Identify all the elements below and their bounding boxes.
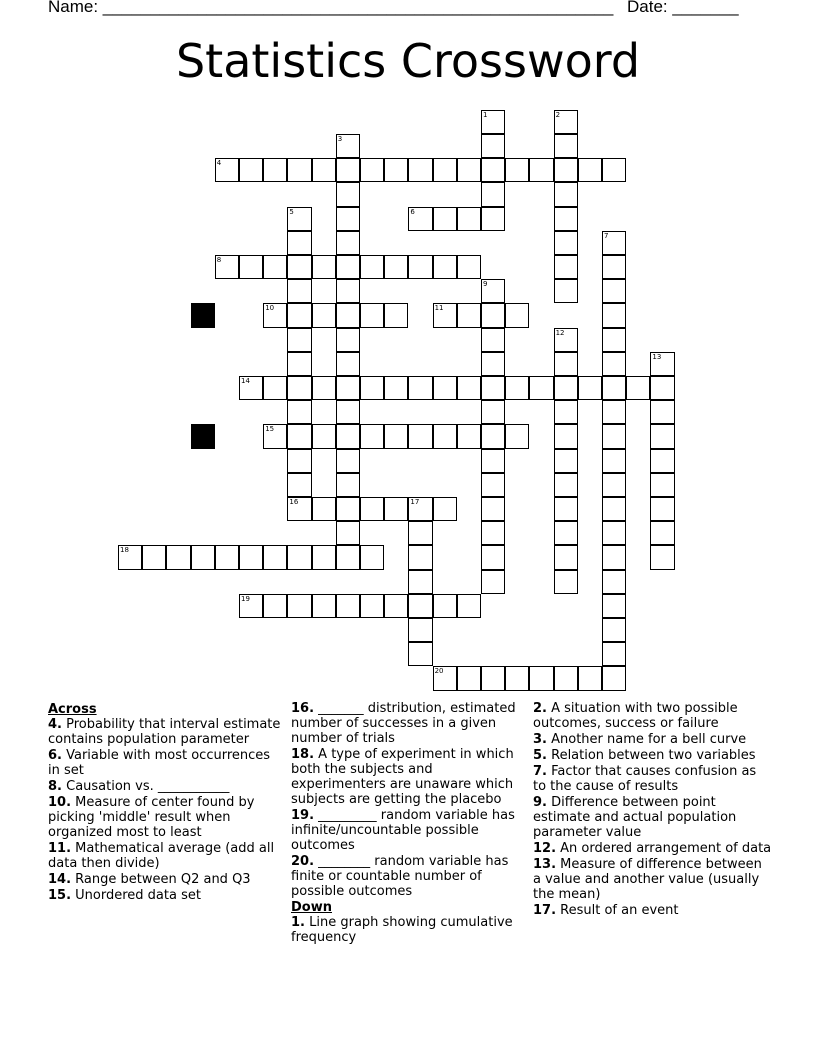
clue-text: Relation between two variables	[546, 748, 756, 763]
grid-cell[interactable]	[287, 231, 311, 255]
grid-cell[interactable]	[336, 279, 360, 303]
grid-cell[interactable]	[312, 255, 336, 279]
across-heading: Across	[48, 702, 97, 717]
clue-number: 10	[265, 304, 275, 313]
grid-cell[interactable]	[481, 182, 505, 206]
clue-number-label: 4.	[48, 717, 62, 732]
clue-text: A situation with two possible outcomes, success or failure	[533, 701, 738, 731]
clue-number: 20	[434, 667, 444, 676]
grid-cell[interactable]	[505, 303, 529, 327]
clue-number-label: 11.	[48, 841, 72, 856]
grid-cell[interactable]	[529, 376, 553, 400]
grid-cell[interactable]	[481, 449, 505, 473]
grid-cell[interactable]	[457, 158, 481, 182]
black-square	[191, 424, 215, 448]
clue-text: Variable with most occurrences in set	[48, 748, 271, 778]
clue-number-label: 14.	[48, 872, 72, 887]
grid-cell[interactable]	[481, 207, 505, 231]
clue-number-label: 3.	[533, 732, 547, 747]
grid-cell[interactable]	[336, 255, 360, 279]
grid-cell[interactable]	[602, 594, 626, 618]
grid-cell[interactable]	[529, 158, 553, 182]
grid-cell[interactable]	[505, 158, 529, 182]
grid-cell[interactable]	[554, 497, 578, 521]
clue-text: Unordered data set	[71, 888, 201, 903]
grid-cell[interactable]	[650, 545, 674, 569]
grid-cell[interactable]	[215, 158, 239, 182]
grid-cell[interactable]	[239, 255, 263, 279]
grid-cell[interactable]	[287, 279, 311, 303]
grid-cell[interactable]	[481, 158, 505, 182]
grid-cell[interactable]	[433, 303, 457, 327]
grid-cell[interactable]	[554, 449, 578, 473]
grid-cell[interactable]	[336, 303, 360, 327]
grid-cell[interactable]	[554, 231, 578, 255]
grid-cell[interactable]	[408, 642, 432, 666]
clue-number: 3	[337, 135, 343, 143]
grid-cell[interactable]	[433, 666, 457, 690]
clue-text: Result of an event	[556, 903, 679, 918]
grid-cell[interactable]	[336, 424, 360, 448]
date-field[interactable]: Date: _______	[627, 0, 739, 16]
grid-cell[interactable]	[602, 279, 626, 303]
grid-cell[interactable]	[602, 449, 626, 473]
grid-cell[interactable]	[360, 376, 384, 400]
grid-cell[interactable]	[215, 545, 239, 569]
clue-item	[291, 747, 527, 807]
grid-cell[interactable]	[408, 521, 432, 545]
grid-cell[interactable]	[554, 473, 578, 497]
grid-cell[interactable]	[505, 376, 529, 400]
grid-cell[interactable]	[554, 158, 578, 182]
clue-number: 6	[410, 207, 415, 216]
grid-cell[interactable]	[433, 158, 457, 182]
clue-item	[48, 779, 283, 794]
clue-number-label: 7.	[533, 764, 547, 779]
clue-text: Causation vs. ___________	[61, 779, 230, 794]
grid-cell[interactable]	[408, 545, 432, 569]
clue-number-label: 10.	[48, 795, 72, 810]
grid-cell[interactable]	[384, 158, 408, 182]
clue-text: Range between Q2 and Q3	[71, 872, 251, 887]
clue-number: 5	[289, 207, 294, 216]
grid-cell[interactable]	[481, 666, 505, 690]
clue-number: 18	[120, 546, 129, 555]
grid-cell[interactable]	[602, 376, 626, 400]
grid-cell[interactable]	[481, 328, 505, 352]
grid-cell[interactable]	[602, 545, 626, 569]
clue-item	[533, 701, 773, 731]
grid-cell[interactable]	[505, 666, 529, 690]
grid-cell[interactable]	[287, 303, 311, 327]
grid-cell[interactable]	[602, 328, 626, 352]
page-title: Statistics Crossword	[175, 34, 641, 88]
grid-cell[interactable]	[505, 424, 529, 448]
grid-cell[interactable]	[239, 545, 263, 569]
grid-cell[interactable]	[554, 207, 578, 231]
grid-cell[interactable]	[287, 594, 311, 618]
grid-cell[interactable]	[602, 231, 626, 255]
clue-number-label: 1.	[291, 915, 305, 930]
grid-cell[interactable]	[312, 497, 336, 521]
grid-cell[interactable]	[554, 666, 578, 690]
clue-item	[533, 795, 773, 840]
clue-item	[291, 854, 527, 899]
grid-cell[interactable]	[336, 376, 360, 400]
grid-cell[interactable]	[650, 424, 674, 448]
clue-number-label: 13.	[533, 857, 557, 872]
grid-cell[interactable]	[650, 497, 674, 521]
grid-cell[interactable]	[650, 449, 674, 473]
grid-cell[interactable]	[481, 134, 505, 158]
clue-number: 12	[555, 328, 565, 337]
clue-text: A type of experiment in which both the subjects and experimenters are unaware which subjects are getting the placebo	[291, 747, 514, 807]
clue-number-label: 20.	[291, 854, 315, 869]
grid-cell[interactable]	[336, 182, 360, 206]
grid-cell[interactable]	[384, 424, 408, 448]
grid-cell[interactable]	[239, 376, 263, 400]
clue-number: 2	[555, 110, 561, 119]
grid-cell[interactable]	[457, 666, 481, 690]
grid-cell[interactable]	[554, 328, 578, 352]
grid-cell[interactable]	[287, 400, 311, 424]
grid-cell[interactable]	[142, 545, 166, 569]
grid-cell[interactable]	[239, 158, 263, 182]
clue-number-label: 6.	[48, 748, 62, 763]
clue-item	[48, 872, 283, 887]
grid-cell[interactable]	[578, 158, 602, 182]
grid-cell[interactable]	[554, 279, 578, 303]
grid-cell[interactable]	[287, 352, 311, 376]
grid-cell[interactable]	[408, 255, 432, 279]
clue-number: 1	[483, 110, 488, 119]
grid-cell[interactable]	[554, 134, 578, 158]
grid-cell[interactable]	[263, 545, 287, 569]
clue-number: 14	[241, 377, 250, 385]
grid-cell[interactable]	[287, 376, 311, 400]
clues-column-1	[48, 701, 283, 904]
grid-cell[interactable]	[360, 255, 384, 279]
grid-cell[interactable]	[384, 303, 408, 327]
clue-number: 11	[434, 304, 444, 313]
grid-cell[interactable]	[481, 376, 505, 400]
grid-cell[interactable]	[263, 424, 287, 448]
grid-cell[interactable]	[650, 521, 674, 545]
grid-cell[interactable]	[602, 497, 626, 521]
grid-cell[interactable]	[336, 207, 360, 231]
clue-item	[533, 732, 773, 747]
grid-cell[interactable]	[408, 207, 432, 231]
grid-cell[interactable]	[312, 376, 336, 400]
grid-cell[interactable]	[529, 666, 553, 690]
grid-cell[interactable]	[481, 545, 505, 569]
grid-cell[interactable]	[433, 207, 457, 231]
grid-cell[interactable]	[481, 570, 505, 594]
clue-number: 13	[652, 352, 662, 361]
grid-cell[interactable]	[287, 473, 311, 497]
grid-cell[interactable]	[408, 570, 432, 594]
grid-cell[interactable]	[554, 352, 578, 376]
clue-text: _________ random variable has infinite/uncountable possible outcomes	[291, 808, 515, 853]
clue-text: _______ distribution, estimated number of successes in a given number of trials	[291, 701, 516, 746]
grid-cell[interactable]	[312, 158, 336, 182]
clue-number-label: 19.	[291, 808, 315, 823]
clue-item	[533, 857, 773, 902]
grid-cell[interactable]	[650, 376, 674, 400]
grid-cell[interactable]	[578, 666, 602, 690]
grid-cell[interactable]	[384, 255, 408, 279]
grid-cell[interactable]	[650, 473, 674, 497]
grid-cell[interactable]	[408, 424, 432, 448]
grid-cell[interactable]	[433, 376, 457, 400]
grid-cell[interactable]	[554, 424, 578, 448]
grid-cell[interactable]	[312, 545, 336, 569]
clue-item	[533, 841, 773, 856]
clue-number-label: 12.	[533, 841, 557, 856]
grid-cell[interactable]	[408, 158, 432, 182]
grid-cell[interactable]	[263, 255, 287, 279]
clue-item	[291, 915, 527, 945]
grid-cell[interactable]	[481, 352, 505, 376]
clue-text: Difference between point estimate and actual population parameter value	[533, 795, 737, 840]
clue-number: 16	[289, 498, 299, 506]
grid-cell[interactable]	[336, 231, 360, 255]
clue-item	[291, 701, 527, 746]
clue-text: Probability that interval estimate contains population parameter	[48, 717, 281, 747]
grid-cell[interactable]	[602, 424, 626, 448]
grid-cell[interactable]	[336, 545, 360, 569]
grid-cell[interactable]	[481, 279, 505, 303]
grid-cell[interactable]	[433, 497, 457, 521]
grid-cell[interactable]	[336, 449, 360, 473]
grid-cell[interactable]	[191, 545, 215, 569]
clue-number-label: 8.	[48, 779, 62, 794]
clue-item	[533, 748, 773, 763]
grid-cell[interactable]	[360, 158, 384, 182]
grid-cell[interactable]	[626, 376, 650, 400]
grid-cell[interactable]	[360, 594, 384, 618]
grid-cell[interactable]	[457, 255, 481, 279]
grid-cell[interactable]	[602, 352, 626, 376]
clue-text: ________ random variable has finite or countable number of possible outcomes	[291, 854, 509, 899]
grid-cell[interactable]	[336, 594, 360, 618]
grid-cell[interactable]	[215, 255, 239, 279]
grid-cell[interactable]	[481, 110, 505, 134]
grid-cell[interactable]	[408, 618, 432, 642]
grid-cell[interactable]	[287, 158, 311, 182]
clue-text: An ordered arrangement of data	[556, 841, 772, 856]
clue-number-label: 16.	[291, 701, 315, 716]
clue-number: 8	[216, 256, 222, 264]
clue-text: Measure of center found by picking 'middle' result when organized most to least	[48, 795, 255, 840]
grid-cell[interactable]	[433, 424, 457, 448]
grid-cell[interactable]	[578, 376, 602, 400]
clue-text: Factor that causes confusion as to the cause of results	[533, 764, 757, 794]
grid-cell[interactable]	[336, 497, 360, 521]
grid-cell[interactable]	[481, 303, 505, 327]
grid-cell[interactable]	[457, 376, 481, 400]
grid-cell[interactable]	[408, 594, 432, 618]
grid-cell[interactable]	[602, 255, 626, 279]
grid-cell[interactable]	[481, 473, 505, 497]
grid-cell[interactable]	[602, 158, 626, 182]
grid-cell[interactable]	[239, 594, 263, 618]
clue-number-label: 2.	[533, 701, 547, 716]
grid-cell[interactable]	[263, 376, 287, 400]
clue-number: 17	[410, 498, 420, 506]
grid-cell[interactable]	[336, 134, 360, 158]
grid-cell[interactable]	[481, 497, 505, 521]
grid-cell[interactable]	[312, 594, 336, 618]
grid-cell[interactable]	[360, 545, 384, 569]
grid-cell[interactable]	[336, 328, 360, 352]
clue-item	[48, 888, 283, 903]
clue-number-label: 9.	[533, 795, 547, 810]
clue-item	[48, 717, 283, 747]
grid-cell[interactable]	[384, 497, 408, 521]
grid-cell[interactable]	[602, 618, 626, 642]
grid-cell[interactable]	[433, 594, 457, 618]
black-square	[191, 303, 215, 327]
grid-cell[interactable]	[118, 545, 142, 569]
grid-cell[interactable]	[360, 497, 384, 521]
grid-cell[interactable]	[554, 182, 578, 206]
clue-text: Mathematical average (add all data then divide)	[48, 841, 275, 871]
grid-cell[interactable]	[602, 521, 626, 545]
clue-item	[48, 748, 283, 778]
down-heading: Down	[291, 900, 332, 915]
grid-cell[interactable]	[336, 473, 360, 497]
grid-cell[interactable]	[602, 303, 626, 327]
grid-cell[interactable]	[650, 400, 674, 424]
grid-cell[interactable]	[287, 497, 311, 521]
grid-cell[interactable]	[360, 424, 384, 448]
grid-cell[interactable]	[287, 328, 311, 352]
clue-text: Measure of difference between a value and another value (usually the mean)	[533, 857, 762, 902]
grid-cell[interactable]	[554, 400, 578, 424]
clue-number-label: 17.	[533, 903, 557, 918]
grid-cell[interactable]	[433, 255, 457, 279]
grid-cell[interactable]	[263, 303, 287, 327]
clues-column-2	[291, 701, 527, 946]
grid-cell[interactable]	[602, 666, 626, 690]
grid-cell[interactable]	[554, 376, 578, 400]
grid-cell[interactable]	[287, 207, 311, 231]
down-clues	[291, 915, 527, 945]
grid-cell[interactable]	[602, 473, 626, 497]
clue-number-label: 15.	[48, 888, 72, 903]
clue-number: 15	[265, 425, 275, 434]
grid-cell[interactable]	[287, 424, 311, 448]
grid-cell[interactable]	[554, 521, 578, 545]
grid-cell[interactable]	[602, 570, 626, 594]
clue-number-label: 5.	[533, 748, 547, 763]
grid-cell[interactable]	[602, 642, 626, 666]
grid-cell[interactable]	[384, 376, 408, 400]
grid-cell[interactable]	[650, 352, 674, 376]
grid-cell[interactable]	[457, 594, 481, 618]
across-clues-continued	[291, 701, 527, 899]
grid-cell[interactable]	[457, 303, 481, 327]
clues-column-3	[533, 701, 773, 919]
clue-text: Line graph showing cumulative frequency	[291, 915, 513, 945]
grid-cell[interactable]	[602, 400, 626, 424]
grid-cell[interactable]	[481, 424, 505, 448]
grid-cell[interactable]	[287, 545, 311, 569]
name-field[interactable]: Name: ______________________________________________________	[48, 0, 614, 16]
grid-cell[interactable]	[481, 521, 505, 545]
grid-cell[interactable]	[336, 352, 360, 376]
grid-cell[interactable]	[263, 594, 287, 618]
grid-cell[interactable]	[554, 255, 578, 279]
grid-cell[interactable]	[408, 376, 432, 400]
clue-item	[291, 808, 527, 853]
clue-number: 4	[216, 159, 222, 168]
grid-cell[interactable]	[554, 570, 578, 594]
grid-cell[interactable]	[336, 400, 360, 424]
clue-number: 9	[483, 280, 488, 289]
clue-item	[533, 903, 773, 918]
clue-item	[533, 764, 773, 794]
grid-cell[interactable]	[287, 449, 311, 473]
grid-cell[interactable]	[554, 545, 578, 569]
grid-cell[interactable]	[287, 255, 311, 279]
grid-cell[interactable]	[457, 207, 481, 231]
clue-number: 19	[241, 594, 250, 603]
clue-text: Another name for a bell curve	[546, 732, 747, 747]
clue-number: 7	[604, 231, 609, 240]
grid-cell[interactable]	[481, 400, 505, 424]
grid-cell[interactable]	[166, 545, 190, 569]
grid-cell[interactable]	[457, 424, 481, 448]
clue-number-label: 18.	[291, 747, 315, 762]
grid-cell[interactable]	[554, 110, 578, 134]
clue-item	[48, 795, 283, 840]
grid-cell[interactable]	[408, 497, 432, 521]
grid-cell[interactable]	[384, 594, 408, 618]
grid-cell[interactable]	[263, 158, 287, 182]
grid-cell[interactable]	[312, 424, 336, 448]
clue-item	[48, 841, 283, 871]
grid-cell[interactable]	[336, 158, 360, 182]
grid-cell[interactable]	[360, 303, 384, 327]
grid-cell[interactable]	[312, 303, 336, 327]
grid-cell[interactable]	[336, 521, 360, 545]
